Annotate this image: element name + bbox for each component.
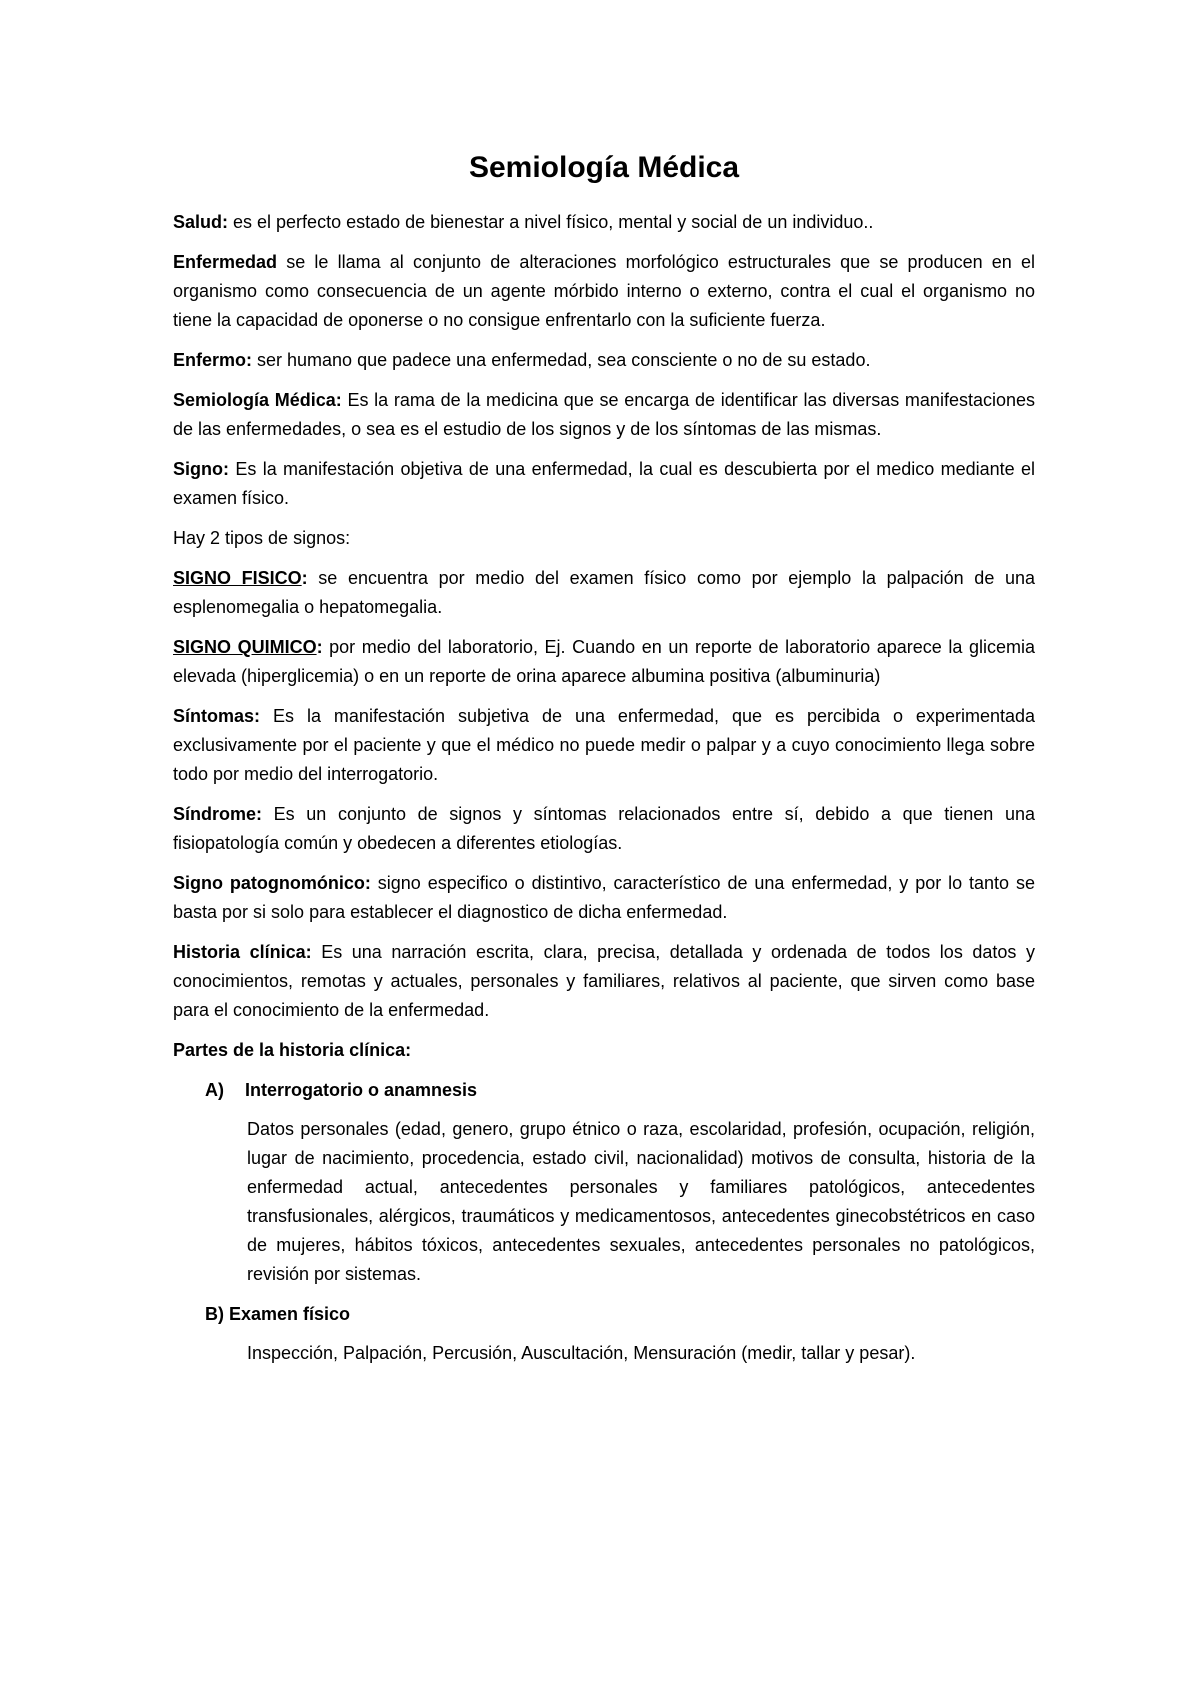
definition-enfermedad bbox=[173, 248, 1035, 335]
term-colon: : bbox=[316, 637, 323, 657]
document-page bbox=[173, 150, 1035, 1379]
term-signo-quimico bbox=[173, 637, 323, 657]
definition-sintomas bbox=[173, 702, 1035, 789]
definition-text: se le llama al conjunto de alteraciones morfológico estructurales que se producen en el organismo como consecuencia de un agente mórbido interno o externo, contra el cual el organismo no tiene la capacidad de oponerse o no consigue enfrentarlo con la suficiente fuerza. bbox=[173, 252, 1035, 330]
tipos-de-signos: Hay 2 tipos de signos: bbox=[173, 528, 351, 548]
section-b-body: Inspección, Palpación, Percusión, Auscultación, Mensuración (medir, tallar y pesar). bbox=[247, 1343, 916, 1363]
page-title: Semiología Médica bbox=[468, 151, 740, 184]
definition-salud bbox=[173, 208, 1035, 237]
definition-text: Es una narración escrita, clara, precisa, detallada y ordenada de todos los datos y conocimientos, remotas y actuales, personales y familiares, relativos al paciente, que sirven como base para el conocimiento de la enfermedad. bbox=[173, 942, 1035, 1020]
term-enfermo: Enfermo: bbox=[173, 350, 253, 370]
term-salud: Salud: bbox=[173, 212, 229, 232]
term-semiologia: Semiología Médica: bbox=[173, 390, 342, 410]
definition-text: Es un conjunto de signos y síntomas relacionados entre sí, debido a que tienen una fisiopatología común y obedecen a diferentes etiologías. bbox=[173, 804, 1035, 853]
definition-text: Es la manifestación objetiva de una enfermedad, la cual es descubierta por el medico mediante el examen físico. bbox=[173, 459, 1035, 508]
definition-text: Es la manifestación subjetiva de una enfermedad, que es percibida o experimentada exclusivamente por el paciente y que el médico no puede medir o palpar y a cuyo conocimiento llega sobre todo por medio del interrogatorio. bbox=[173, 706, 1035, 784]
term-signo-quimico-underlined: SIGNO QUIMICO bbox=[173, 637, 317, 657]
definition-sindrome bbox=[173, 800, 1035, 858]
term-sintomas: Síntomas: bbox=[173, 706, 261, 726]
partes-heading bbox=[173, 1036, 1035, 1065]
term-patognomonico: Signo patognomónico: bbox=[173, 873, 371, 893]
term-colon: : bbox=[301, 568, 308, 588]
definition-text: ser humano que padece una enfermedad, sea consciente o no de su estado. bbox=[252, 350, 871, 370]
definition-signo-quimico bbox=[173, 633, 1035, 691]
term-historia-clinica: Historia clínica: bbox=[173, 942, 312, 962]
term-signo-fisico bbox=[173, 568, 308, 588]
definition-text: signo especifico o distintivo, característico de una enfermedad, y por lo tanto se basta por si solo para establecer el diagnostico de dicha enfermedad. bbox=[173, 873, 1035, 922]
term-signo: Signo: bbox=[173, 459, 229, 479]
term-signo-fisico-underlined: SIGNO FISICO bbox=[173, 568, 302, 588]
definition-text: Es la rama de la medicina que se encarga de identificar las diversas manifestaciones de las enfermedades, o sea es el estudio de los signos y de los síntomas de las mismas. bbox=[173, 390, 1035, 439]
definition-signo-fisico bbox=[173, 564, 1035, 622]
definition-text: por medio del laboratorio, Ej. Cuando en un reporte de laboratorio aparece la glicemia elevada (hiperglicemia) o en un reporte de orina aparece albumina positiva (albuminuria) bbox=[173, 637, 1035, 686]
definition-enfermo bbox=[173, 346, 1035, 375]
section-a-heading bbox=[173, 1076, 1035, 1105]
section-a-body: Datos personales (edad, genero, grupo étnico o raza, escolaridad, profesión, ocupación, religión, lugar de nacimiento, procedencia, estado civil, nacionalidad) motivos de consulta, historia de la enfermedad actual, antecedentes personales y familiares patológicos, antecedentes transfusionales, alérgicos, traumáticos y medicamentosos, antecedentes ginecobstétricos en caso de mujeres, hábitos tóxicos, antecedentes sexuales, antecedentes personales no patológicos, revisión por sistemas. bbox=[247, 1119, 1035, 1284]
definition-text: se encuentra por medio del examen físico como por ejemplo la palpación de una esplenomegalia o hepatomegalia. bbox=[173, 568, 1035, 617]
term-enfermedad: Enfermedad bbox=[173, 252, 278, 272]
definition-signo bbox=[173, 455, 1035, 513]
section-b-heading: B) Examen físico bbox=[205, 1304, 351, 1324]
definition-historia-clinica bbox=[173, 938, 1035, 1025]
definition-text: es el perfecto estado de bienestar a nivel físico, mental y social de un individuo.. bbox=[228, 212, 874, 232]
section-a-marker: A) bbox=[205, 1080, 224, 1100]
definition-semiologia bbox=[173, 386, 1035, 444]
partes-heading-text: Partes de la historia clínica: bbox=[173, 1040, 412, 1060]
term-sindrome: Síndrome: bbox=[173, 804, 263, 824]
section-a-title: Interrogatorio o anamnesis bbox=[245, 1080, 478, 1100]
definition-patognomonico bbox=[173, 869, 1035, 927]
